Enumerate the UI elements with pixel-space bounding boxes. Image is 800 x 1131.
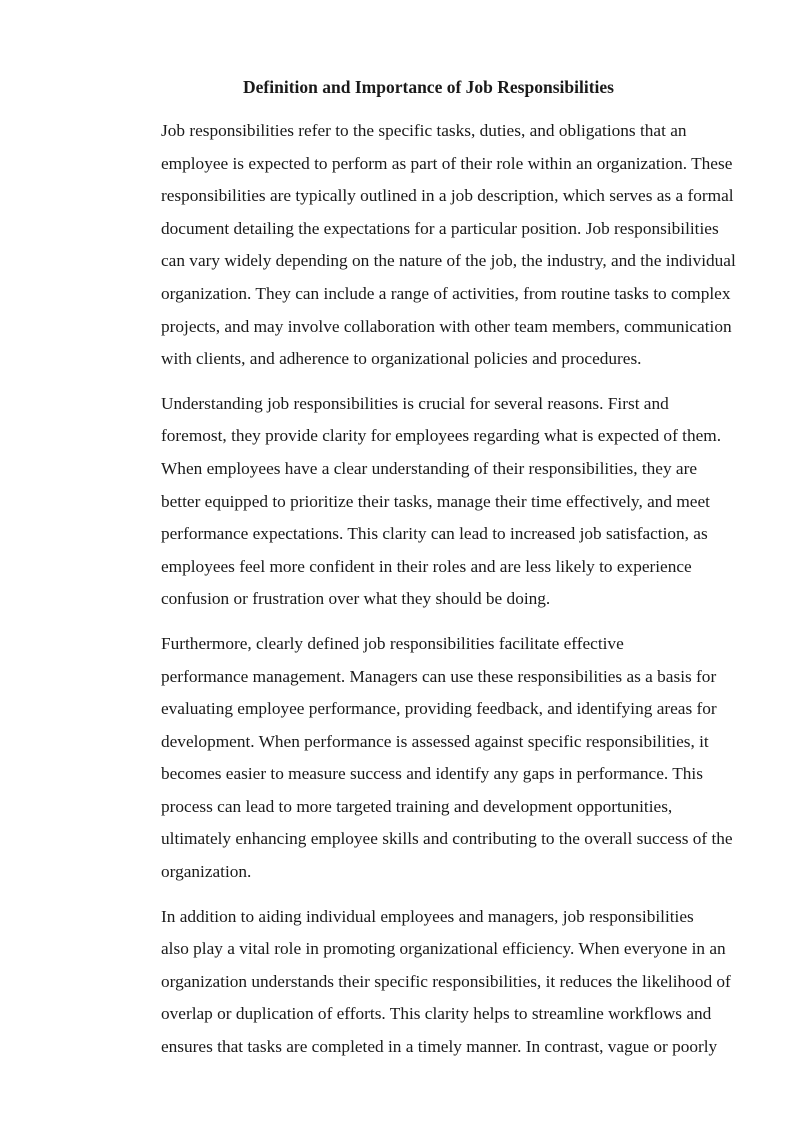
text-line: employees feel more confident in their roles and are less likely to experience — [161, 556, 692, 576]
text-line: organization. They can include a range of activities, from routine tasks to complex — [161, 283, 731, 303]
text-line: process can lead to more targeted training and development opportunities, — [161, 796, 673, 816]
text-line: organization. — [161, 862, 252, 882]
text-line: performance expectations. This clarity can lead to increased job satisfaction, as — [161, 524, 708, 544]
text-line: responsibilities are typically outlined in a job description, which serves as a formal — [161, 186, 734, 206]
text-line: foremost, they provide clarity for employees regarding what is expected of them. — [161, 426, 722, 446]
text-line: Furthermore, clearly defined job responsibilities facilitate effective — [161, 633, 624, 653]
text-line: projects, and may involve collaboration with other team members, communication — [161, 316, 732, 336]
text-line: Understanding job responsibilities is crucial for several reasons. First and — [161, 393, 669, 413]
text-line: evaluating employee performance, providing feedback, and identifying areas for — [161, 699, 717, 719]
text-line: becomes easier to measure success and identify any gaps in performance. This — [161, 764, 703, 784]
paragraph-4 — [115, 901, 755, 1064]
text-line: ensures that tasks are completed in a timely manner. In contrast, vague or poorly — [161, 1037, 718, 1057]
text-line: document detailing the expectations for a particular position. Job responsibilities — [161, 218, 719, 238]
text-line: can vary widely depending on the nature of the job, the industry, and the individual — [161, 251, 736, 271]
text-line: organization understands their specific responsibilities, it reduces the likelihood of — [161, 971, 731, 991]
text-line: with clients, and adherence to organizational policies and procedures. — [161, 349, 642, 369]
text-line: employee is expected to perform as part of their role within an organization. These — [161, 153, 733, 173]
text-line: ultimately enhancing employee skills and contributing to the overall success of the — [161, 829, 733, 849]
text-line: development. When performance is assessed against specific responsibilities, it — [161, 731, 709, 751]
document-title: Definition and Importance of Job Responsibilities — [243, 77, 614, 97]
text-line: confusion or frustration over what they should be doing. — [161, 589, 551, 609]
text-line: overlap or duplication of efforts. This clarity helps to streamline workflows and — [161, 1004, 712, 1024]
paragraph-2 — [115, 388, 755, 616]
paragraph-1 — [115, 115, 755, 376]
paragraph-3 — [115, 628, 755, 889]
text-line: performance management. Managers can use these responsibilities as a basis for — [161, 666, 717, 686]
text-line: Job responsibilities refer to the specific tasks, duties, and obligations that an — [161, 121, 687, 140]
document-body — [115, 115, 755, 1076]
text-line: When employees have a clear understanding of their responsibilities, they are — [161, 458, 698, 478]
text-line: better equipped to prioritize their tasks, manage their time effectively, and meet — [161, 491, 710, 511]
text-line: In addition to aiding individual employees and managers, job responsibilities — [161, 906, 694, 926]
text-line: also play a vital role in promoting organizational efficiency. When everyone in an — [161, 939, 726, 959]
